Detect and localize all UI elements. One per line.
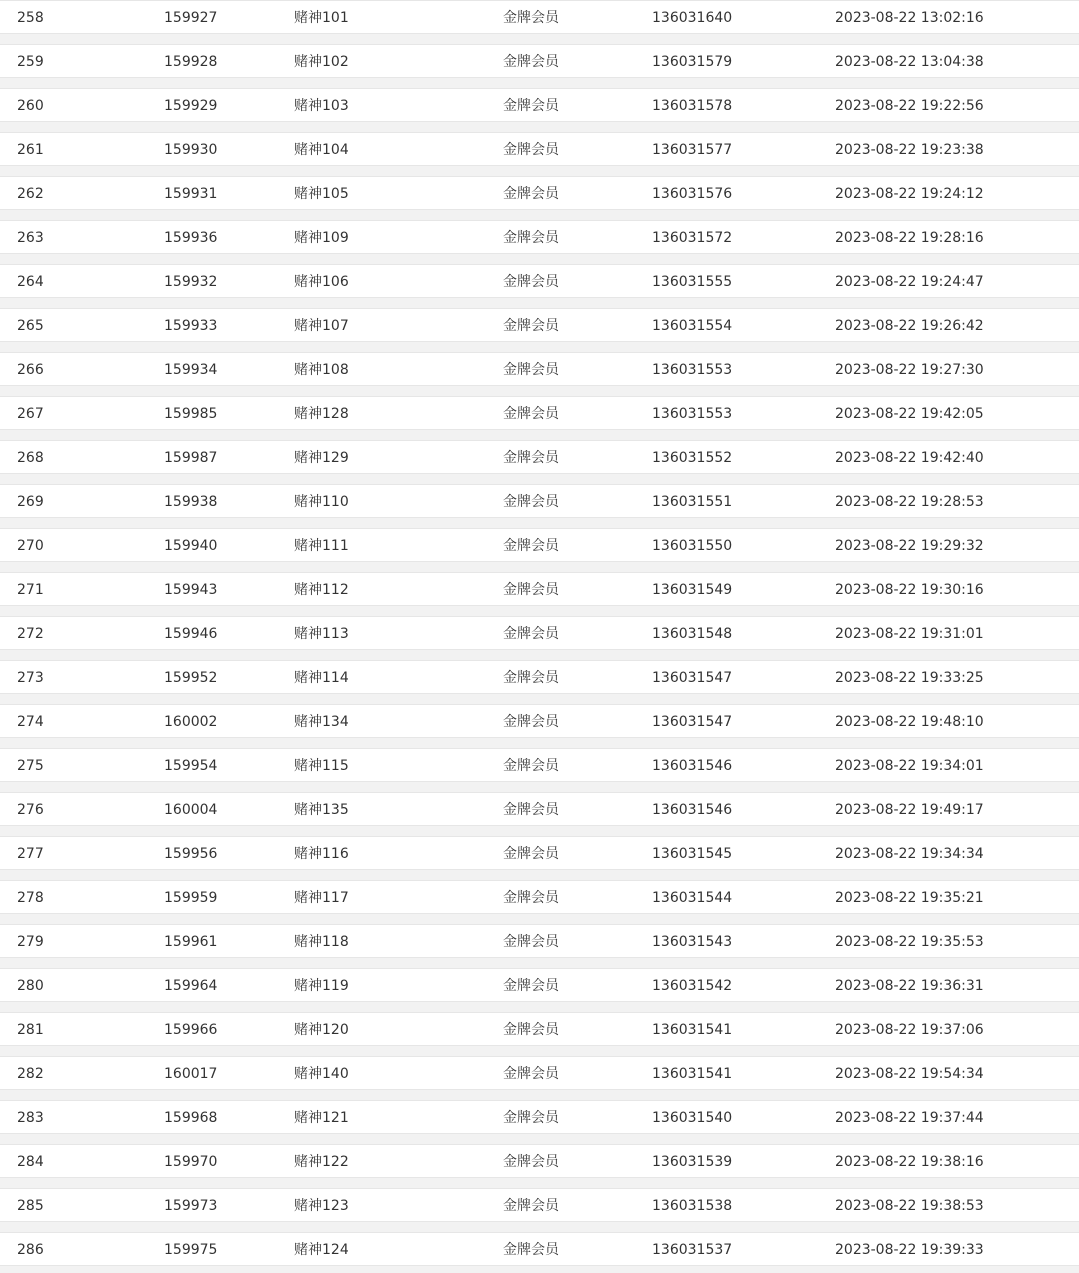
score-value: 136031537 [652, 1242, 733, 1258]
member-level: 金牌会员 [503, 450, 559, 466]
member-level: 金牌会员 [503, 1198, 559, 1214]
score-value: 136031553 [652, 362, 733, 378]
timestamp: 2023-08-22 19:24:47 [835, 274, 984, 290]
user-name: 赌神109 [294, 230, 349, 246]
table-row [0, 0, 1079, 34]
table-row [0, 352, 1079, 386]
score-value: 136031547 [652, 670, 733, 686]
score-value: 136031544 [652, 890, 733, 906]
table-row [0, 176, 1079, 210]
table-row [0, 748, 1079, 782]
user-name: 赌神108 [294, 362, 349, 378]
row-index: 285 [17, 1198, 44, 1214]
score-value: 136031577 [652, 142, 733, 158]
table-row [0, 836, 1079, 870]
user-name: 赌神111 [294, 538, 349, 554]
table-row [0, 528, 1079, 562]
score-value: 136031555 [652, 274, 733, 290]
member-level: 金牌会员 [503, 714, 559, 730]
score-value: 136031541 [652, 1066, 733, 1082]
score-value: 136031541 [652, 1022, 733, 1038]
score-value: 136031547 [652, 714, 733, 730]
member-level: 金牌会员 [503, 670, 559, 686]
table-row [0, 308, 1079, 342]
row-index: 280 [17, 978, 44, 994]
user-id: 159952 [164, 670, 218, 686]
user-id: 159929 [164, 98, 218, 114]
user-id: 159938 [164, 494, 218, 510]
member-level: 金牌会员 [503, 1242, 559, 1258]
timestamp: 2023-08-22 19:27:30 [835, 362, 984, 378]
member-level: 金牌会员 [503, 846, 559, 862]
score-value: 136031579 [652, 54, 733, 70]
timestamp: 2023-08-22 19:34:34 [835, 846, 984, 862]
score-value: 136031640 [652, 10, 733, 26]
timestamp: 2023-08-22 13:04:38 [835, 54, 984, 70]
timestamp: 2023-08-22 19:33:25 [835, 670, 984, 686]
user-name: 赌神121 [294, 1110, 349, 1126]
member-level: 金牌会员 [503, 934, 559, 950]
row-index: 258 [17, 10, 44, 26]
table-row [0, 264, 1079, 298]
row-index: 260 [17, 98, 44, 114]
table-row [0, 1012, 1079, 1046]
row-index: 268 [17, 450, 44, 466]
user-name: 赌神117 [294, 890, 349, 906]
score-value: 136031540 [652, 1110, 733, 1126]
member-level: 金牌会员 [503, 98, 559, 114]
user-id: 159970 [164, 1154, 218, 1170]
row-index: 274 [17, 714, 44, 730]
timestamp: 2023-08-22 19:35:53 [835, 934, 984, 950]
row-index: 267 [17, 406, 44, 422]
table-row [0, 220, 1079, 254]
member-level: 金牌会员 [503, 978, 559, 994]
user-name: 赌神124 [294, 1242, 349, 1258]
row-index: 262 [17, 186, 44, 202]
user-name: 赌神110 [294, 494, 349, 510]
member-level: 金牌会员 [503, 362, 559, 378]
user-id: 159964 [164, 978, 218, 994]
row-index: 269 [17, 494, 44, 510]
timestamp: 2023-08-22 19:35:21 [835, 890, 984, 906]
member-level: 金牌会员 [503, 230, 559, 246]
score-value: 136031578 [652, 98, 733, 114]
user-name: 赌神122 [294, 1154, 349, 1170]
user-id: 160002 [164, 714, 218, 730]
user-name: 赌神102 [294, 54, 349, 70]
timestamp: 2023-08-22 19:22:56 [835, 98, 984, 114]
user-name: 赌神112 [294, 582, 349, 598]
user-name: 赌神116 [294, 846, 349, 862]
row-index: 264 [17, 274, 44, 290]
row-index: 278 [17, 890, 44, 906]
score-value: 136031576 [652, 186, 733, 202]
user-id: 159959 [164, 890, 218, 906]
user-id: 159932 [164, 274, 218, 290]
member-level: 金牌会员 [503, 186, 559, 202]
user-name: 赌神101 [294, 10, 349, 26]
row-index: 272 [17, 626, 44, 642]
score-value: 136031539 [652, 1154, 733, 1170]
user-id: 159940 [164, 538, 218, 554]
timestamp: 2023-08-22 19:30:16 [835, 582, 984, 598]
timestamp: 2023-08-22 19:54:34 [835, 1066, 984, 1082]
row-index: 286 [17, 1242, 44, 1258]
table-row [0, 440, 1079, 474]
user-id: 159943 [164, 582, 218, 598]
member-level: 金牌会员 [503, 1154, 559, 1170]
user-name: 赌神113 [294, 626, 349, 642]
timestamp: 2023-08-22 19:42:05 [835, 406, 984, 422]
row-index: 283 [17, 1110, 44, 1126]
timestamp: 2023-08-22 19:48:10 [835, 714, 984, 730]
member-level: 金牌会员 [503, 1110, 559, 1126]
user-id: 160004 [164, 802, 218, 818]
user-name: 赌神115 [294, 758, 349, 774]
user-id: 159975 [164, 1242, 218, 1258]
user-id: 159936 [164, 230, 218, 246]
user-name: 赌神104 [294, 142, 349, 158]
table-row [0, 660, 1079, 694]
timestamp: 2023-08-22 19:28:16 [835, 230, 984, 246]
user-name: 赌神135 [294, 802, 349, 818]
user-name: 赌神118 [294, 934, 349, 950]
timestamp: 2023-08-22 19:42:40 [835, 450, 984, 466]
member-level: 金牌会员 [503, 494, 559, 510]
timestamp: 2023-08-22 19:28:53 [835, 494, 984, 510]
row-index: 276 [17, 802, 44, 818]
timestamp: 2023-08-22 19:38:53 [835, 1198, 984, 1214]
user-id: 159985 [164, 406, 218, 422]
table-row [0, 880, 1079, 914]
table-row [0, 1056, 1079, 1090]
member-level: 金牌会员 [503, 626, 559, 642]
score-value: 136031550 [652, 538, 733, 554]
table-row [0, 44, 1079, 78]
timestamp: 2023-08-22 13:02:16 [835, 10, 984, 26]
user-id: 159930 [164, 142, 218, 158]
user-id: 159956 [164, 846, 218, 862]
timestamp: 2023-08-22 19:36:31 [835, 978, 984, 994]
row-index: 266 [17, 362, 44, 378]
row-index: 279 [17, 934, 44, 950]
row-index: 263 [17, 230, 44, 246]
table-row [0, 704, 1079, 738]
table-row [0, 924, 1079, 958]
score-value: 136031552 [652, 450, 733, 466]
user-id: 159954 [164, 758, 218, 774]
user-id: 159934 [164, 362, 218, 378]
table-row [0, 396, 1079, 430]
user-id: 159987 [164, 450, 218, 466]
table-row [0, 792, 1079, 826]
user-id: 159928 [164, 54, 218, 70]
user-name: 赌神105 [294, 186, 349, 202]
table-row [0, 1144, 1079, 1178]
table-row [0, 968, 1079, 1002]
user-name: 赌神140 [294, 1066, 349, 1082]
user-id: 159968 [164, 1110, 218, 1126]
timestamp: 2023-08-22 19:29:32 [835, 538, 984, 554]
user-id: 159961 [164, 934, 218, 950]
row-index: 273 [17, 670, 44, 686]
user-id: 160017 [164, 1066, 218, 1082]
user-name: 赌神106 [294, 274, 349, 290]
user-name: 赌神103 [294, 98, 349, 114]
table-row [0, 1188, 1079, 1222]
score-value: 136031549 [652, 582, 733, 598]
member-level: 金牌会员 [503, 890, 559, 906]
table-row [0, 88, 1079, 122]
user-name: 赌神123 [294, 1198, 349, 1214]
timestamp: 2023-08-22 19:37:06 [835, 1022, 984, 1038]
score-value: 136031545 [652, 846, 733, 862]
member-level: 金牌会员 [503, 538, 559, 554]
score-value: 136031546 [652, 758, 733, 774]
user-name: 赌神107 [294, 318, 349, 334]
user-id: 159927 [164, 10, 218, 26]
user-name: 赌神134 [294, 714, 349, 730]
score-value: 136031546 [652, 802, 733, 818]
table-row [0, 132, 1079, 166]
table-row [0, 484, 1079, 518]
user-name: 赌神114 [294, 670, 349, 686]
row-index: 259 [17, 54, 44, 70]
timestamp: 2023-08-22 19:26:42 [835, 318, 984, 334]
score-value: 136031543 [652, 934, 733, 950]
user-name: 赌神129 [294, 450, 349, 466]
timestamp: 2023-08-22 19:39:33 [835, 1242, 984, 1258]
member-level: 金牌会员 [503, 802, 559, 818]
user-id: 159931 [164, 186, 218, 202]
row-index: 284 [17, 1154, 44, 1170]
table-row [0, 616, 1079, 650]
timestamp: 2023-08-22 19:49:17 [835, 802, 984, 818]
user-name: 赌神120 [294, 1022, 349, 1038]
member-level: 金牌会员 [503, 758, 559, 774]
score-value: 136031554 [652, 318, 733, 334]
score-value: 136031551 [652, 494, 733, 510]
member-level: 金牌会员 [503, 1022, 559, 1038]
score-value: 136031553 [652, 406, 733, 422]
member-level: 金牌会员 [503, 406, 559, 422]
row-index: 271 [17, 582, 44, 598]
member-level: 金牌会员 [503, 10, 559, 26]
timestamp: 2023-08-22 19:24:12 [835, 186, 984, 202]
user-id: 159946 [164, 626, 218, 642]
row-index: 275 [17, 758, 44, 774]
member-level: 金牌会员 [503, 142, 559, 158]
timestamp: 2023-08-22 19:31:01 [835, 626, 984, 642]
timestamp: 2023-08-22 19:34:01 [835, 758, 984, 774]
row-index: 270 [17, 538, 44, 554]
table-row [0, 572, 1079, 606]
timestamp: 2023-08-22 19:23:38 [835, 142, 984, 158]
score-value: 136031548 [652, 626, 733, 642]
user-name: 赌神119 [294, 978, 349, 994]
score-value: 136031538 [652, 1198, 733, 1214]
user-id: 159966 [164, 1022, 218, 1038]
row-index: 282 [17, 1066, 44, 1082]
member-level: 金牌会员 [503, 274, 559, 290]
table-row [0, 1232, 1079, 1266]
row-index: 277 [17, 846, 44, 862]
member-level: 金牌会员 [503, 54, 559, 70]
timestamp: 2023-08-22 19:37:44 [835, 1110, 984, 1126]
member-level: 金牌会员 [503, 318, 559, 334]
table-row [0, 1100, 1079, 1134]
row-index: 281 [17, 1022, 44, 1038]
user-name: 赌神128 [294, 406, 349, 422]
score-value: 136031542 [652, 978, 733, 994]
row-index: 261 [17, 142, 44, 158]
user-id: 159933 [164, 318, 218, 334]
member-level: 金牌会员 [503, 582, 559, 598]
user-id: 159973 [164, 1198, 218, 1214]
score-value: 136031572 [652, 230, 733, 246]
member-level: 金牌会员 [503, 1066, 559, 1082]
row-index: 265 [17, 318, 44, 334]
timestamp: 2023-08-22 19:38:16 [835, 1154, 984, 1170]
